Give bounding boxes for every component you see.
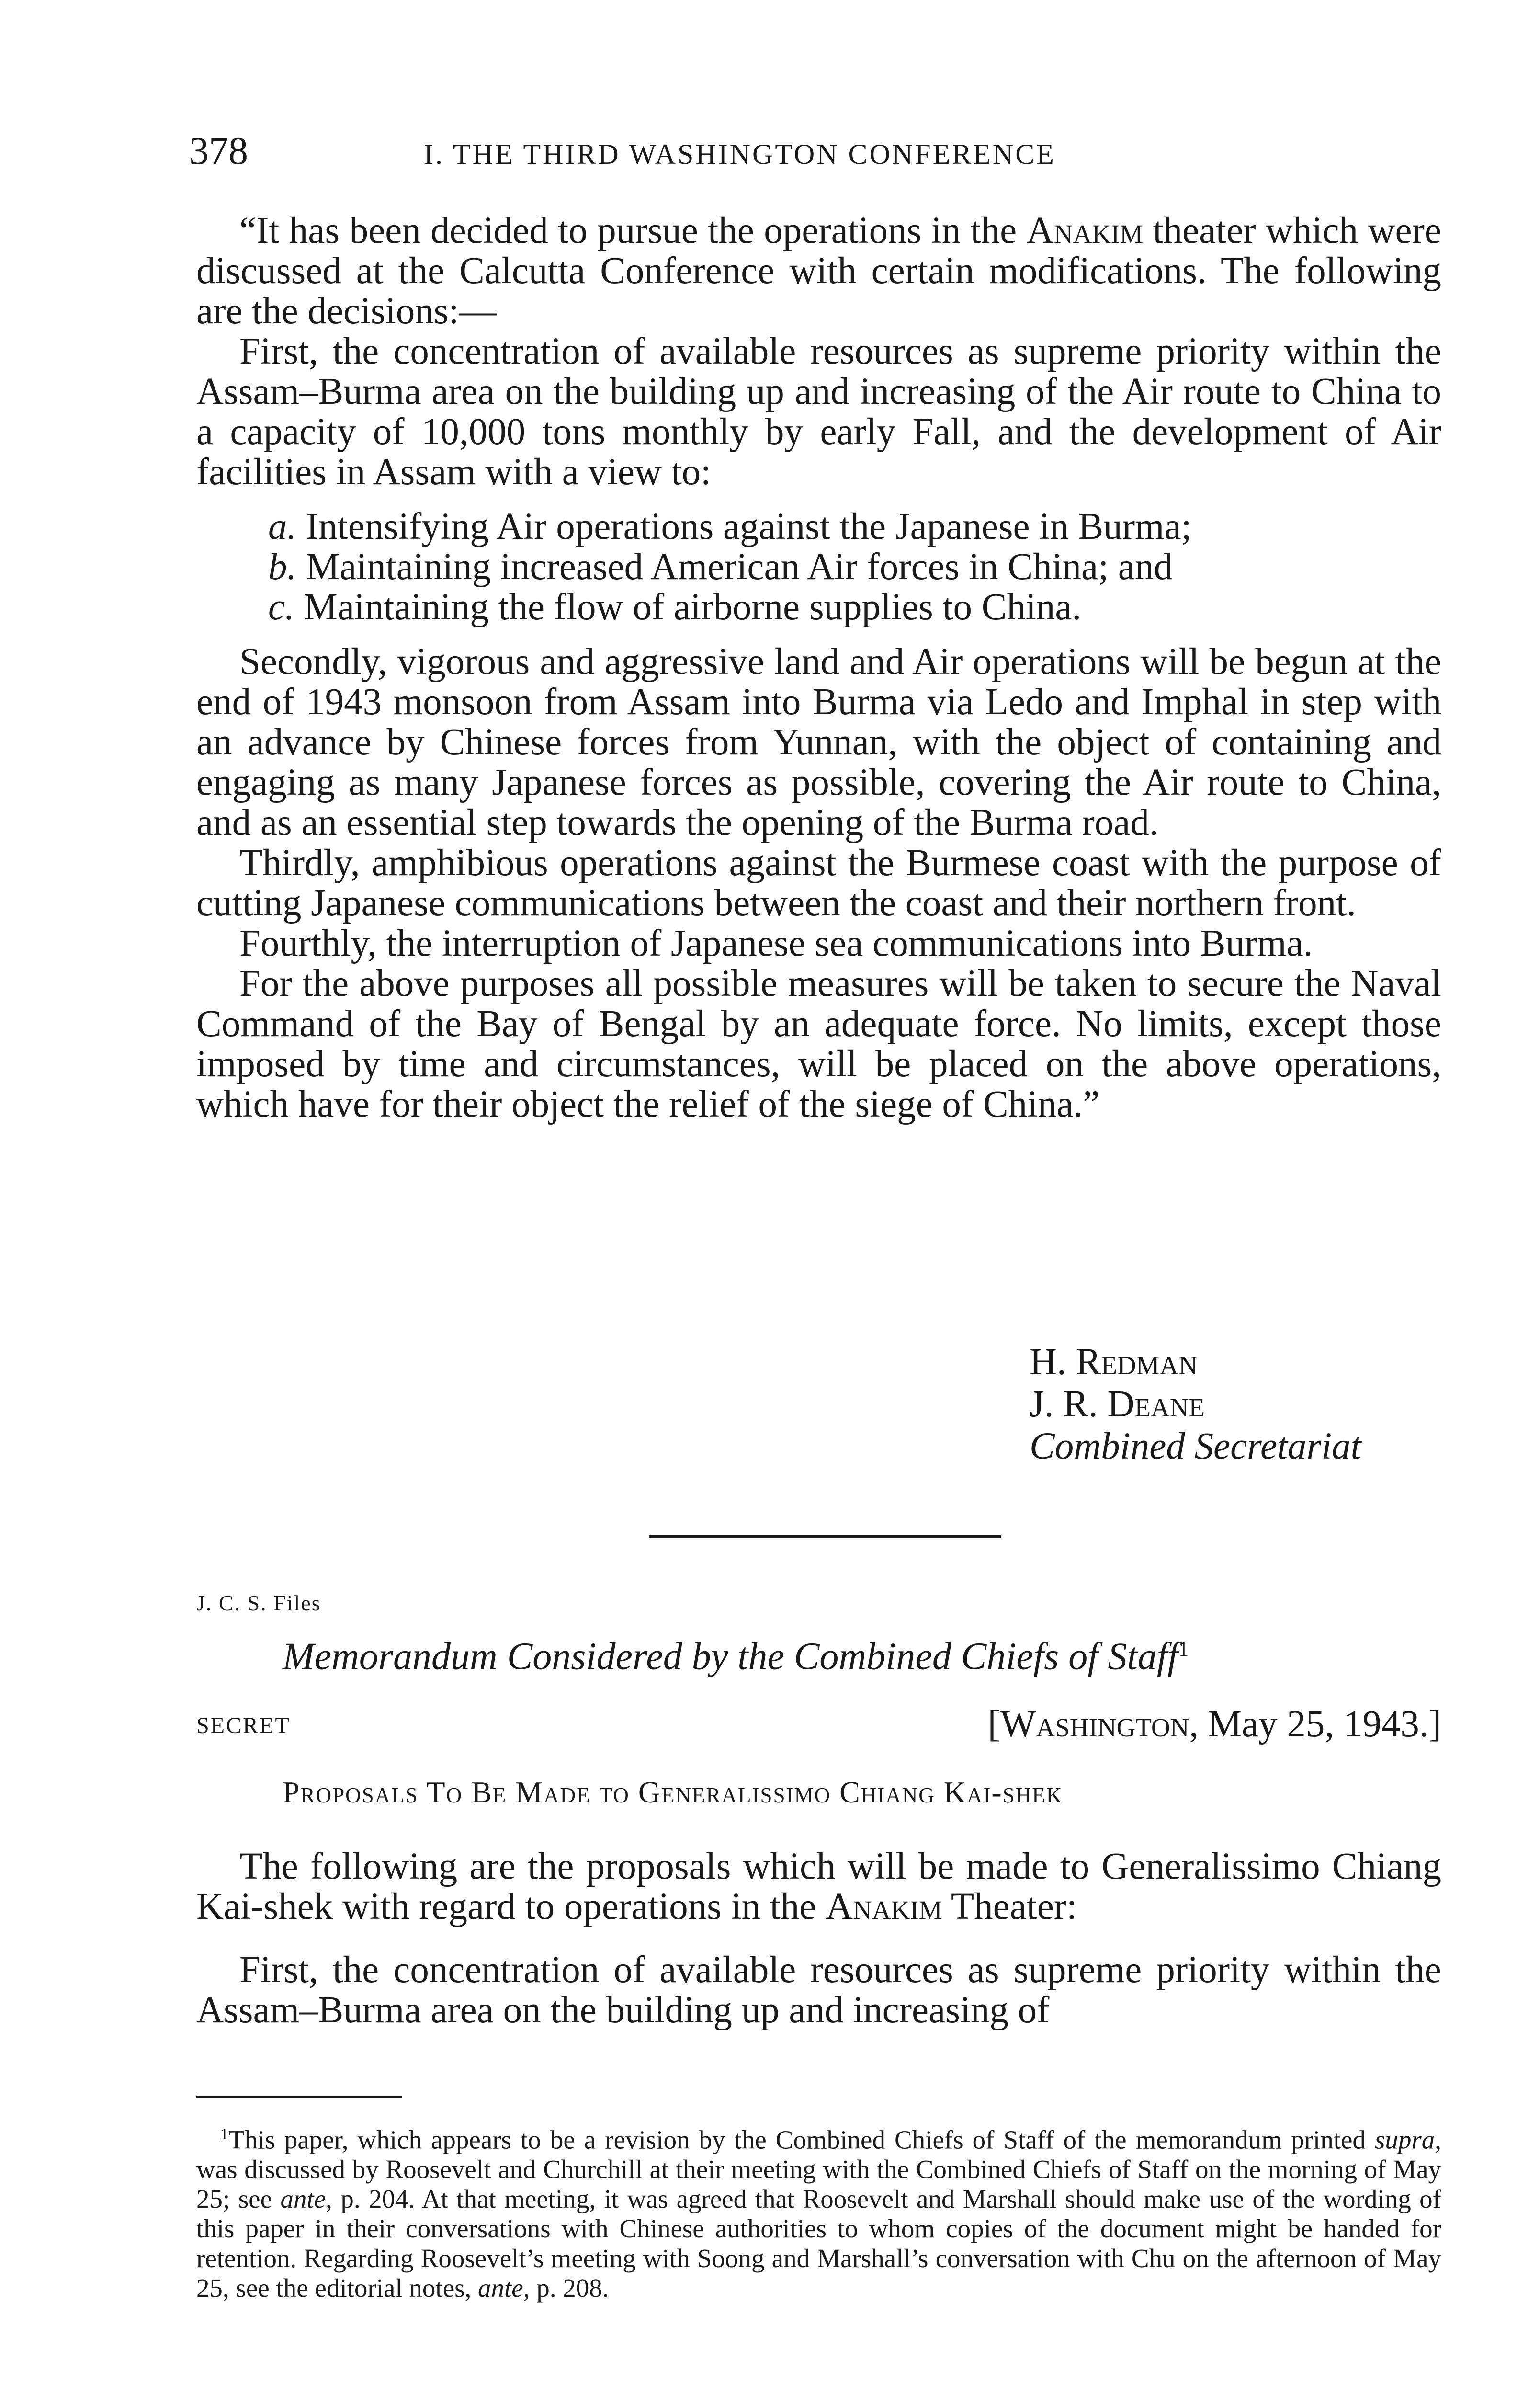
decisions-list bbox=[196, 507, 1441, 627]
page-header bbox=[189, 127, 1434, 175]
memo-meta-row bbox=[196, 1703, 1441, 1751]
quote-paragraph-secondly: Secondly, vigorous and aggressive land and Air operations will be begun at the end of 1943 monsoon from Assam into Burma via Ledo and Imphal in step with an advance by Chinese forces from Yunnan, with the object of containing and engaging as many Japanese forces as possible, covering the Air route to China, and as an essential step towards the opening of the Burma road. bbox=[196, 641, 1441, 844]
signature-deane: J. R. Deane bbox=[1030, 1383, 1205, 1425]
footnote: $^1$This paper, which appears to be a revision by the Combined Chiefs of Staff of the memorandum printed supra, was discussed by Roosevelt and Churchill at their meeting with the Combined Chiefs of Staff on the morning of May 25; see ante, p. 204. At that meeting, it was agreed that Roosevelt and Marshall should make use of the wording of this paper in their conversations with Chinese authorities to whom copies of the document might be handed for retention. Regarding Roosevelt’s meeting with Soong and Marshall’s conversation with Chu on the afternoon of May 25, see the editorial notes, ante, p. 208. bbox=[196, 2125, 1441, 2303]
quote-paragraph-thirdly: Thirdly, amphibious operations against the Burmese coast with the purpose of cutting Japanese communications between the coast and their northern front. bbox=[196, 842, 1441, 924]
running-head: I. THE THIRD WASHINGTON CONFERENCE bbox=[424, 138, 1056, 170]
quote-paragraph-first: First, the concentration of available resources as supreme priority within the Assam–Burma area on the building up and increasing of the Air route to China to a capacity of 10,000 tons monthly by early Fall, and the development of Air facilities in Assam with a view to: bbox=[196, 331, 1441, 493]
signature-block bbox=[1030, 1341, 1361, 1468]
footnote-divider bbox=[196, 2096, 402, 2098]
quote-paragraph-fourthly: Fourthly, the interruption of Japanese sea communications into Burma. bbox=[239, 923, 1313, 964]
list-item: a. Intensifying Air operations against the Japanese in Burma; bbox=[268, 506, 1192, 547]
quoted-decisions bbox=[196, 211, 1441, 1125]
proposal-title: Proposals To Be Made to Generalissimo Chiang Kai-shek bbox=[283, 1775, 1063, 1809]
memo-paragraph-first: First, the concentration of available resources as supreme priority within the Assam–Burma area on the building up and increasing of bbox=[196, 1949, 1441, 2031]
classification: SECRET bbox=[196, 1713, 291, 1738]
source-label: J. C. S. Files bbox=[196, 1591, 321, 1615]
list-item: b. Maintaining increased American Air forces in China; and bbox=[268, 546, 1173, 588]
memo-title: Memorandum Considered by the Combined Chiefs of Staff$^1$ bbox=[283, 1635, 1189, 1678]
memo-paragraph-intro: The following are the proposals which will be made to Generalissimo Chiang Kai-shek with regard to operations in the Anakim Theater: bbox=[196, 1846, 1441, 1927]
quote-paragraph-purposes: For the above purposes all possible measures will be taken to secure the Naval Command of the Bay of Bengal by an adequate force. No limits, except those imposed by time and circumstances, will be placed on the above operations, which have for their object the relief of the siege of China.” bbox=[196, 963, 1441, 1125]
signature-role: Combined Secretariat bbox=[1030, 1426, 1361, 1467]
dateline: [Washington, May 25, 1943.] bbox=[987, 1703, 1441, 1745]
signature-redman: H. Redman bbox=[1030, 1341, 1198, 1383]
page-number: 378 bbox=[189, 129, 248, 172]
list-item: c. Maintaining the flow of airborne supplies to China. bbox=[268, 586, 1082, 628]
quote-paragraph-intro: “It has been decided to pursue the operations in the Anakim theater which were discussed at the Calcutta Conference with certain modifications. The following are the decisions:— bbox=[196, 210, 1441, 332]
section-divider bbox=[649, 1535, 1001, 1538]
memo-body bbox=[196, 1847, 1441, 2030]
